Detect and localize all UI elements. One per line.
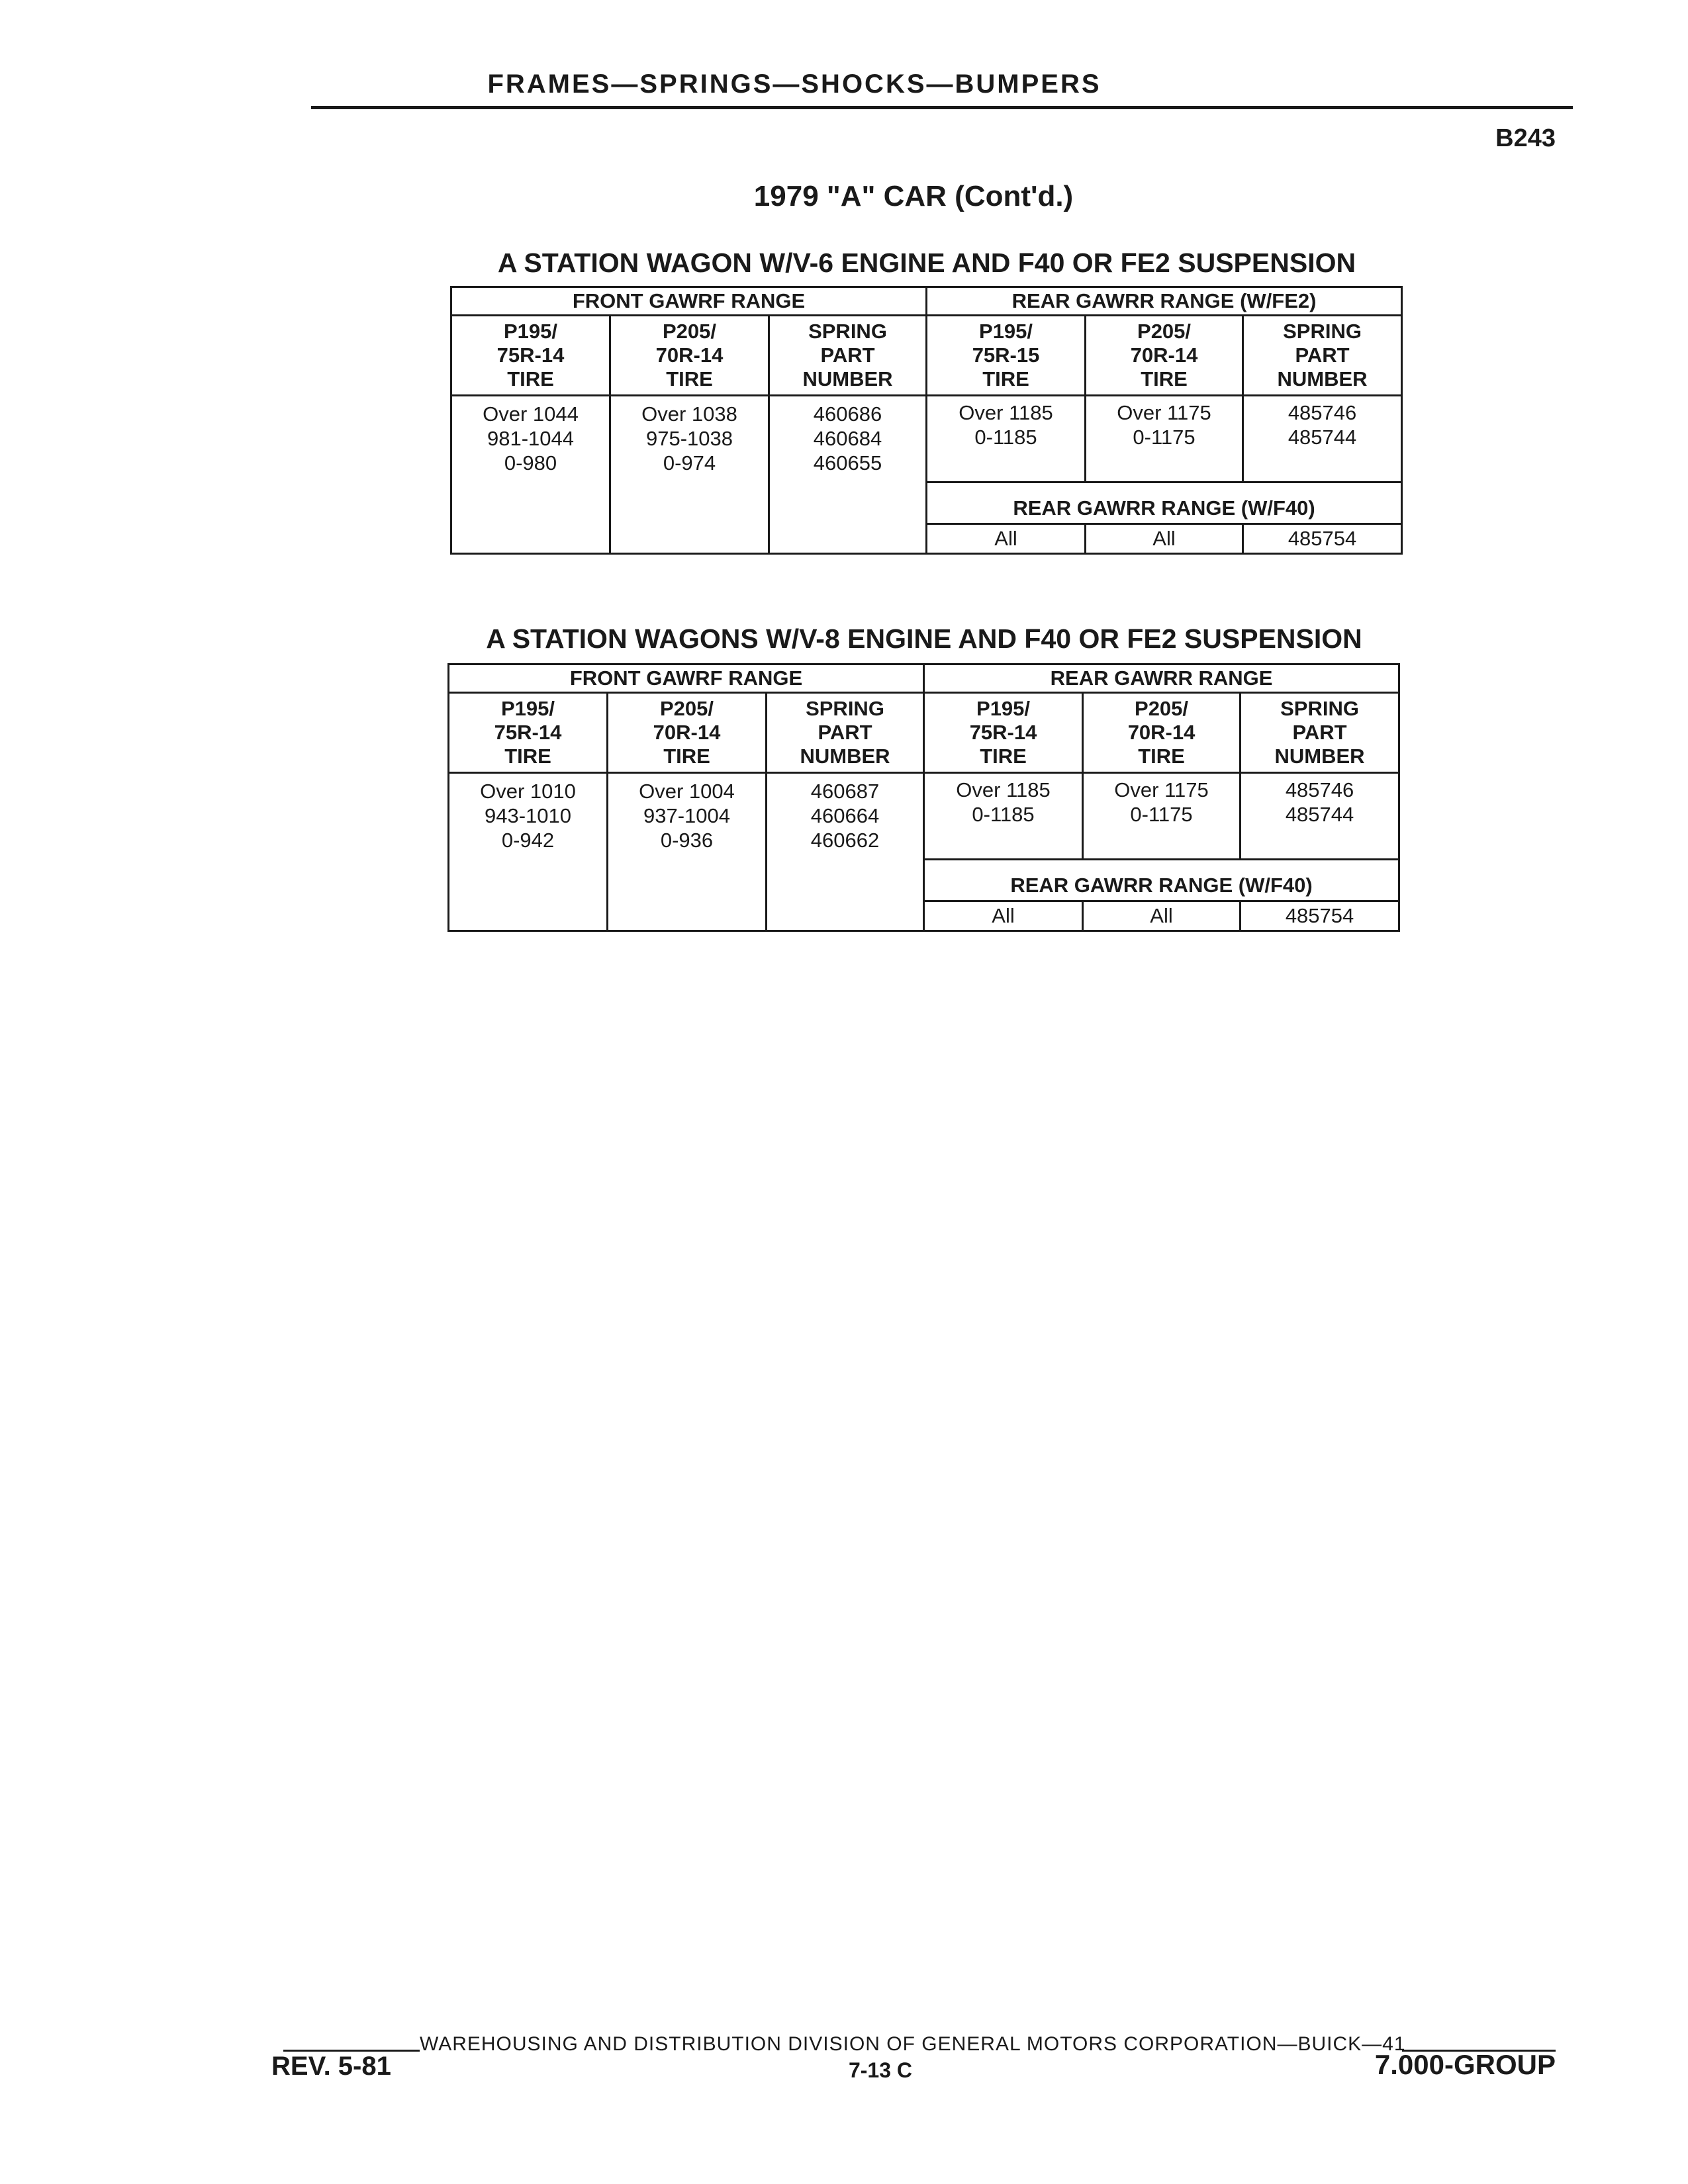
rear-f40-value: All bbox=[924, 901, 1083, 931]
column-header: SPRING PART NUMBER bbox=[1241, 693, 1399, 773]
column-header: P205/ 70R-14 TIRE bbox=[610, 316, 769, 396]
page-subtitle: 1979 "A" CAR (Cont'd.) bbox=[753, 180, 1074, 212]
front-group-header: FRONT GAWRF RANGE bbox=[449, 664, 924, 693]
front-values-cell: Over 1010 943-1010 0-942 bbox=[449, 773, 608, 931]
column-header: SPRING PART NUMBER bbox=[767, 693, 924, 773]
column-header: P205/ 70R-14 TIRE bbox=[1083, 693, 1241, 773]
rear-part-numbers-cell: 485746 485744 bbox=[1243, 396, 1402, 482]
table-title: A STATION WAGONS W/V-8 ENGINE AND F40 OR FE2 SUSPENSION bbox=[486, 623, 1362, 654]
front-values-cell: Over 1004 937-1004 0-936 bbox=[608, 773, 767, 931]
column-header: SPRING PART NUMBER bbox=[1243, 316, 1402, 396]
front-part-numbers-cell: 460686 460684 460655 bbox=[769, 396, 927, 554]
rear-values-cell: Over 1185 0-1185 bbox=[927, 396, 1086, 482]
rear-f40-part-number: 485754 bbox=[1241, 901, 1399, 931]
rear-group-header: REAR GAWRR RANGE (W/FE2) bbox=[927, 287, 1402, 316]
rear-values-cell: Over 1175 0-1175 bbox=[1083, 773, 1241, 860]
front-part-numbers-cell: 460687 460664 460662 bbox=[767, 773, 924, 931]
rear-f40-value: All bbox=[1086, 524, 1243, 554]
spring-table bbox=[450, 286, 1403, 555]
front-group-header: FRONT GAWRF RANGE bbox=[451, 287, 927, 316]
section-title: FRAMES—SPRINGS—SHOCKS—BUMPERS bbox=[487, 69, 1102, 99]
column-header: P195/ 75R-15 TIRE bbox=[927, 316, 1086, 396]
rear-f40-part-number: 485754 bbox=[1243, 524, 1402, 554]
page-code: B243 bbox=[1495, 124, 1556, 152]
revision-label: REV. 5-81 bbox=[271, 2052, 391, 2081]
table-title: A STATION WAGON W/V-6 ENGINE AND F40 OR FE2 SUSPENSION bbox=[497, 248, 1356, 278]
column-header: P195/ 75R-14 TIRE bbox=[924, 693, 1083, 773]
column-header: P195/ 75R-14 TIRE bbox=[451, 316, 610, 396]
rear-f40-value: All bbox=[927, 524, 1086, 554]
front-values-cell: Over 1038 975-1038 0-974 bbox=[610, 396, 769, 554]
group-label: 7.000-GROUP bbox=[1374, 2049, 1556, 2080]
front-values-cell: Over 1044 981-1044 0-980 bbox=[451, 396, 610, 554]
rear-f40-group-header: REAR GAWRR RANGE (W/F40) bbox=[927, 482, 1402, 524]
rear-values-cell: Over 1175 0-1175 bbox=[1086, 396, 1243, 482]
rear-group-header: REAR GAWRR RANGE bbox=[924, 664, 1399, 693]
rear-f40-group-header: REAR GAWRR RANGE (W/F40) bbox=[924, 860, 1399, 901]
header-rule bbox=[311, 106, 1573, 109]
column-header: SPRING PART NUMBER bbox=[769, 316, 927, 396]
rear-part-numbers-cell: 485746 485744 bbox=[1241, 773, 1399, 860]
rear-f40-value: All bbox=[1083, 901, 1241, 931]
page-number: 7-13 C bbox=[848, 2058, 913, 2082]
rear-values-cell: Over 1185 0-1185 bbox=[924, 773, 1083, 860]
column-header: P205/ 70R-14 TIRE bbox=[1086, 316, 1243, 396]
column-header: P195/ 75R-14 TIRE bbox=[449, 693, 608, 773]
footer-organization: WAREHOUSING AND DISTRIBUTION DIVISION OF GENERAL MOTORS CORPORATION—BUICK—41 bbox=[420, 2033, 1406, 2055]
column-header: P205/ 70R-14 TIRE bbox=[608, 693, 767, 773]
spring-table bbox=[447, 663, 1400, 932]
